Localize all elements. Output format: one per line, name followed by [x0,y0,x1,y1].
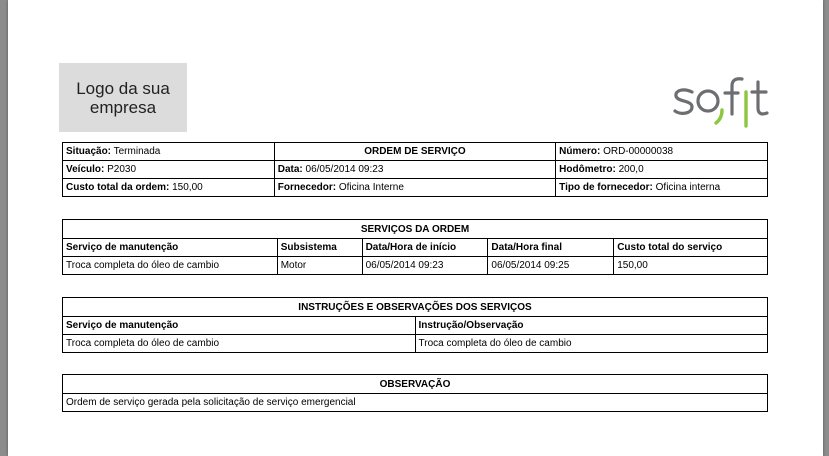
instructions-cell-servico: Troca completa do óleo de cambio [63,335,416,353]
tipo-fornecedor-label: Tipo de fornecedor: [559,182,653,193]
custo-value: 150,00 [172,182,203,193]
services-cell-servico: Troca completa do óleo de cambio [63,257,278,275]
table-row [63,335,768,353]
instructions-table [62,297,768,353]
tipo-fornecedor-value: Oficina interna [655,182,721,193]
services-header-subsistema: Subsistema [277,239,362,257]
services-header-inicio: Data/Hora de início [362,239,488,257]
services-header-custo: Custo total do serviço [614,239,768,257]
data-label: Data: [277,164,303,175]
services-title: SERVIÇOS DA ORDEM [63,220,768,239]
services-cell-custo: 150,00 [614,257,768,275]
custo-label: Custo total da ordem: [66,182,170,193]
observation-table [62,374,768,412]
sofit-logo [672,74,772,130]
data-value: 06/05/2014 09:23 [305,164,384,175]
numero-value: ORD-00000038 [603,146,674,157]
order-info-table [62,142,768,197]
situacao-cell [63,143,275,161]
services-cell-final: 06/05/2014 09:25 [488,257,614,275]
tipo-fornecedor-cell [556,179,768,197]
table-row [63,257,768,275]
situacao-label: Situação: [66,146,112,157]
observation-text: Ordem de serviço gerada pela solicitação de serviço emergencial [63,394,768,412]
services-table [62,219,768,275]
instructions-title: INSTRUÇÕES E OBSERVAÇÕES DOS SERVIÇOS [63,298,768,317]
situacao-value: Terminada [113,146,161,157]
instructions-header-instrucao: Instrução/Observação [415,317,768,335]
document-page [8,0,823,456]
veiculo-cell [63,161,275,179]
veiculo-value: P2030 [107,164,137,175]
logo-text-line2: empresa [89,97,157,117]
services-header-final: Data/Hora final [488,239,614,257]
order-title: ORDEM DE SERVIÇO [274,143,555,161]
fornecedor-cell [274,179,555,197]
instructions-cell-instrucao: Troca completa do óleo de cambio [415,335,768,353]
fornecedor-label: Fornecedor: [277,182,337,193]
services-header-servico: Serviço de manutenção [63,239,278,257]
instructions-header-servico: Serviço de manutenção [63,317,416,335]
veiculo-label: Veículo: [66,164,105,175]
services-cell-inicio: 06/05/2014 09:23 [362,257,488,275]
numero-cell [556,143,768,161]
hodometro-cell [556,161,768,179]
data-cell [274,161,555,179]
observation-title: OBSERVAÇÃO [63,375,768,394]
hodometro-label: Hodômetro: [559,164,616,175]
custo-cell [63,179,275,197]
logo-text-line1: Logo da sua [76,78,170,98]
numero-label: Número: [559,146,601,157]
fornecedor-value: Oficina Interne [338,182,404,193]
company-logo-placeholder [59,63,187,132]
services-cell-subsistema: Motor [277,257,362,275]
hodometro-value: 200,0 [618,164,644,175]
